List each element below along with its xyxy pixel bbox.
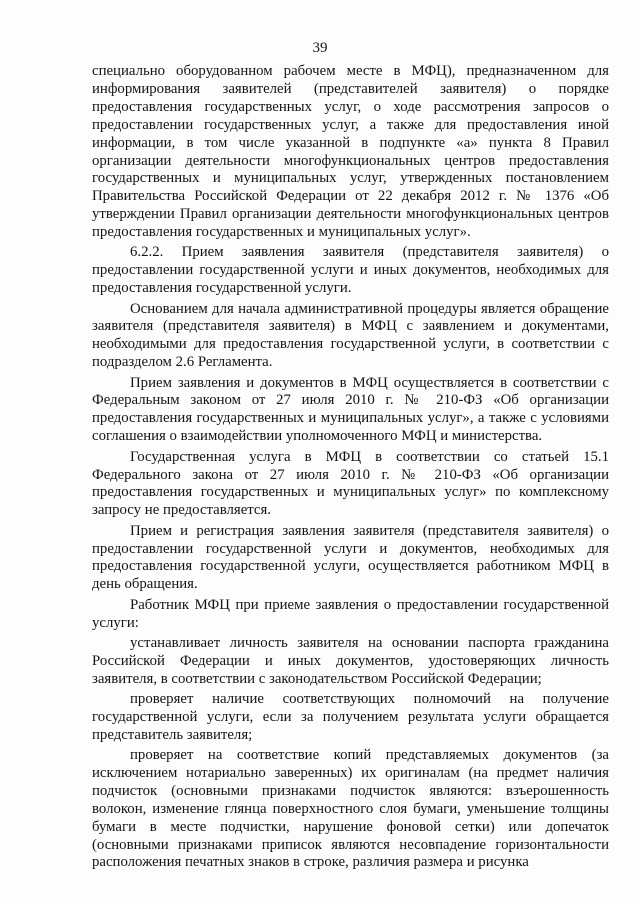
paragraph-employee-duties: Работник МФЦ при приеме заявления о предоставлении государственной услуги: — [92, 596, 609, 631]
paragraph-identity: устанавливает личность заявителя на основании паспорта гражданина Российской Федерации и иных документов, удостоверяющих личность заявителя, в соответствии с законодательством Российской Федерации; — [92, 634, 609, 687]
paragraph-section-6-2-2: 6.2.2. Прием заявления заявителя (представителя заявителя) о предоставлении государственной услуги и иных документов, необходимых для предоставления государственной услуги. — [92, 244, 609, 297]
page-number: 39 — [312, 40, 328, 56]
paragraph-basis: Основанием для начала административной процедуры является обращение заявителя (представителя заявителя) в МФЦ с заявлением и документами, необходимыми для предоставления государственной услуги, в соответствии с подразделом 2.6 Регламента. — [92, 300, 609, 371]
paragraph-copies-check: проверяет на соответствие копий представляемых документов (за исключением нотариально заверенных) их оригиналам (на предмет наличия подчисток (основными признаками подчисток являются: взъерошенность волокон, изменение глянца поверхностного слоя бумаги, уменьшение толщины бумаги в месте подчистки, нарушение фоновой сетки) или допечаток (основными признаками приписок являются несовпадение горизонтальности расположения печатных знаков в строке, различия размера и рисунка — [92, 747, 609, 871]
paragraph-reception-law: Прием заявления и документов в МФЦ осуществляется в соответствии с Федеральным законом от 27 июля 2010 г. № 210-ФЗ «Об организации предоставления государственных и муниципальных услуг», а также с условиями соглашения о взаимодействии уполномоченного МФЦ и министерства. — [92, 374, 609, 445]
paragraph-authority: проверяет наличие соответствующих полномочий на получение государственной услуги, если за получением результата услуги обращается представитель заявителя; — [92, 690, 609, 743]
document-body — [92, 63, 609, 875]
paragraph-registration: Прием и регистрация заявления заявителя (представителя заявителя) о предоставлении государственной услуги и документов, необходимых для предоставления государственной услуги, осуществляется работником МФЦ в день обращения. — [92, 522, 609, 593]
paragraph-complex-request: Государственная услуга в МФЦ в соответствии со статьей 15.1 Федерального закона от 27 июля 2010 г. № 210-ФЗ «Об организации предоставления государственных и муниципальных услуг» по комплексному запросу не предоставляется. — [92, 448, 609, 519]
paragraph-continuation: специально оборудованном рабочем месте в МФЦ), предназначенном для информирования заявителей (представителей заявителя) о порядке предоставления государственных услуг, о ходе рассмотрения запросов о предоставлении государственных услуг, а также для предоставления иной информации, в том числе указанной в подпункте «а» пункта 8 Правил организации деятельности многофункциональных центров предоставления государственных и муниципальных услуг, утвержденных постановлением Правительства Российской Федерации от 22 декабря 2012 г. № 1376 «Об утверждении Правил организации деятельности многофункциональных центров предоставления государственных и муниципальных услуг». — [92, 63, 609, 241]
